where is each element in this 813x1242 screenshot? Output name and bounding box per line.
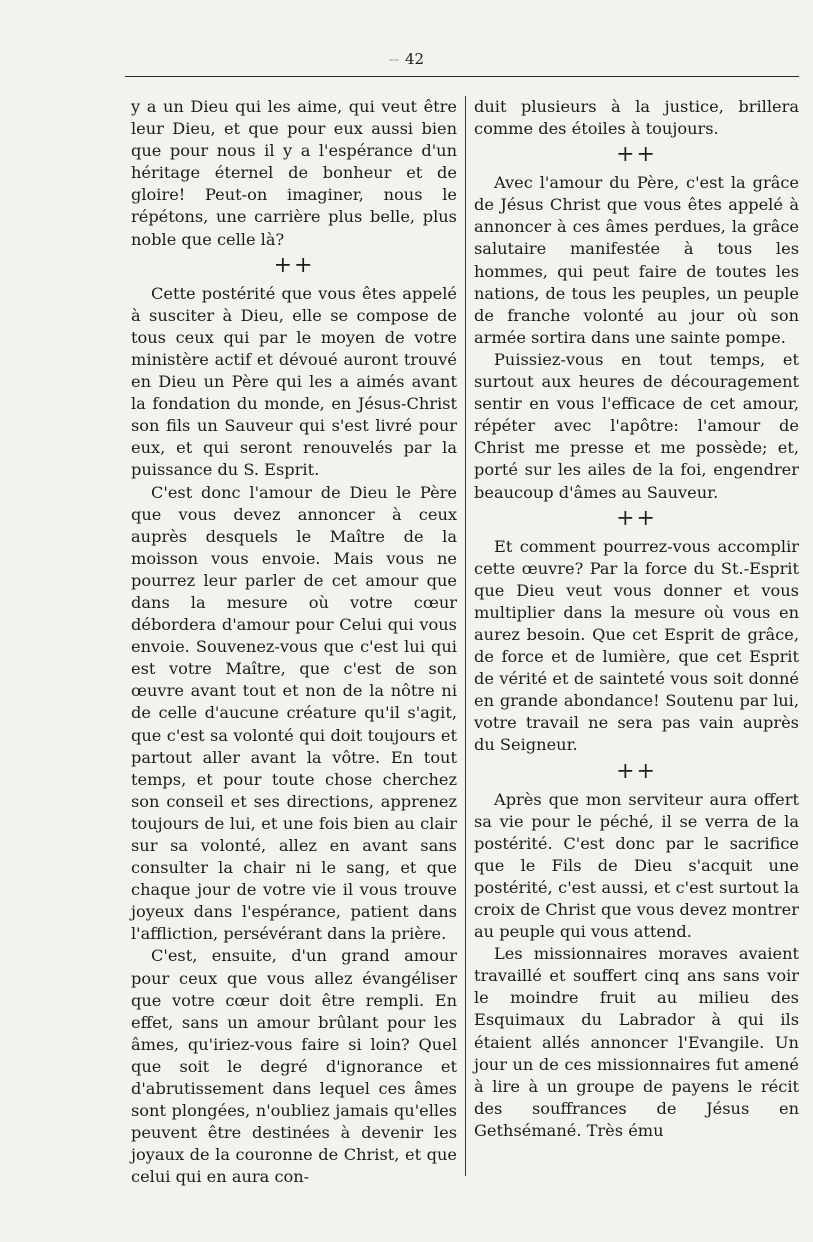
right-paragraph-6: Les missionnaires moraves avaient travaillé et souffert cinq ans sans voir le moindre fruit au milieu des Esquimaux du Labrador à qui ils étaient allés annoncer l'Evangile. Un jour un de ces missionnaires fut amené à lire à un groupe de payens le récit des souffrances de Jésus en Gethsémané. Très ému (474, 944, 799, 1140)
header-rule (125, 76, 799, 77)
right-paragraph-3: Puissiez-vous en tout temps, et surtout aux heures de découragement sentir en vous l'efficace de cet amour, répéter avec l'apôtre: l'amour de Christ me presse et me possède; et, porté sur les ailes de la foi, engendrer beaucoup d'âmes au Sauveur. (474, 349, 799, 502)
left-paragraph-2: Cette postérité que vous êtes appelé à susciter à Dieu, elle se compose de tous ceux qui par le moyen de votre ministère actif et dévoué auront trouvé en Dieu un Père qui les a aimés avant la fondation du monde, en Jésus-Christ son fils un Sauveur qui s'est livré pour eux, et qui seront renouvelés par la puissance du S. Esprit. (131, 283, 457, 480)
right-paragraph-5: Après que mon serviteur aura offert sa vie pour le péché, il se verra de la postérité. C'est donc par le sacrifice que le Fils de Dieu s'acquit une postérité, c'est aussi, et c'est surtout la croix de Christ que vous devez montrer au peuple qui vous attend. (474, 789, 799, 942)
right-paragraph-2: Avec l'amour du Père, c'est la grâce de Jésus Christ que vous êtes appelé à annoncer à ces âmes perdues, la grâce salutaire manifestée à tous les hommes, qui peut faire de toutes les nations, de tous les peuples, un peuple de franche volonté au jour où son armée sortira dans une sainte pompe. (474, 173, 799, 347)
column-divider (465, 96, 466, 1176)
page-number-marker: -- (388, 50, 400, 68)
page-number (0, 50, 813, 68)
left-paragraph-1: y a un Dieu qui les aime, qui veut être leur Dieu, et que pour eux aussi bien que pour nous il y a l'espérance d'un héritage éternel de bonheur et de gloire! Peut-on imaginer, nous le répétons, une carrière plus belle, plus noble que celle là? (131, 97, 457, 249)
right-column (474, 96, 799, 1142)
section-separator: ++ (616, 758, 657, 784)
left-paragraph-3: C'est donc l'amour de Dieu le Père que vous devez annoncer à ceux auprès desquels le Maître de la moisson vous envoie. Mais vous ne pourrez leur parler de cet amour que dans la mesure où votre cœur débordera d'amour pour Celui qui vous envoie. Souvenez-vous que c'est lui qui est votre Maître, que c'est de son œuvre avant tout et non de la nôtre ni de celle d'aucune créature qu'il s'agit, que c'est sa volonté qui doit toujours et partout aller avant la vôtre. En tout temps, et pour toute chose cherchez son conseil et ses directions, apprenez toujours de lui, et une fois bien au clair sur sa volonté, allez en avant sans consulter la chair ni le sang, et que chaque jour de votre vie il vous trouve joyeux dans l'espérance, patient dans l'affliction, persévérant dans la prière. (131, 482, 457, 944)
section-separator: ++ (273, 252, 315, 278)
page-number-value: 42 (405, 50, 425, 68)
right-paragraph-4: Et comment pourrez-vous accomplir cette œuvre? Par la force du St.-Esprit que Dieu veut vous donner et vous multiplier dans la mesure où vous en aurez besoin. Que cet Esprit de grâce, de force et de lumière, que cet Esprit de vérité et de sainteté vous soit donné en grande abondance! Soutenu par lui, votre travail ne sera pas vain auprès du Seigneur. (474, 536, 799, 755)
left-column (131, 96, 457, 1189)
left-paragraph-4: C'est, ensuite, d'un grand amour pour ceux que vous allez évangéliser que votre cœur doit être rempli. En effet, sans un amour brûlant pour les âmes, qu'iriez-vous faire si loin? Quel que soit le degré d'ignorance et d'abrutissement dans lequel ces âmes sont plongées, n'oubliez jamais qu'elles peuvent être destinées à devenir les joyaux de la couronne de Christ, et que celui qui en aura con- (131, 946, 457, 1187)
section-separator: ++ (616, 142, 657, 168)
section-separator: ++ (616, 505, 657, 531)
right-paragraph-1: duit plusieurs à la justice, brillera comme des étoiles à toujours. (474, 97, 799, 139)
